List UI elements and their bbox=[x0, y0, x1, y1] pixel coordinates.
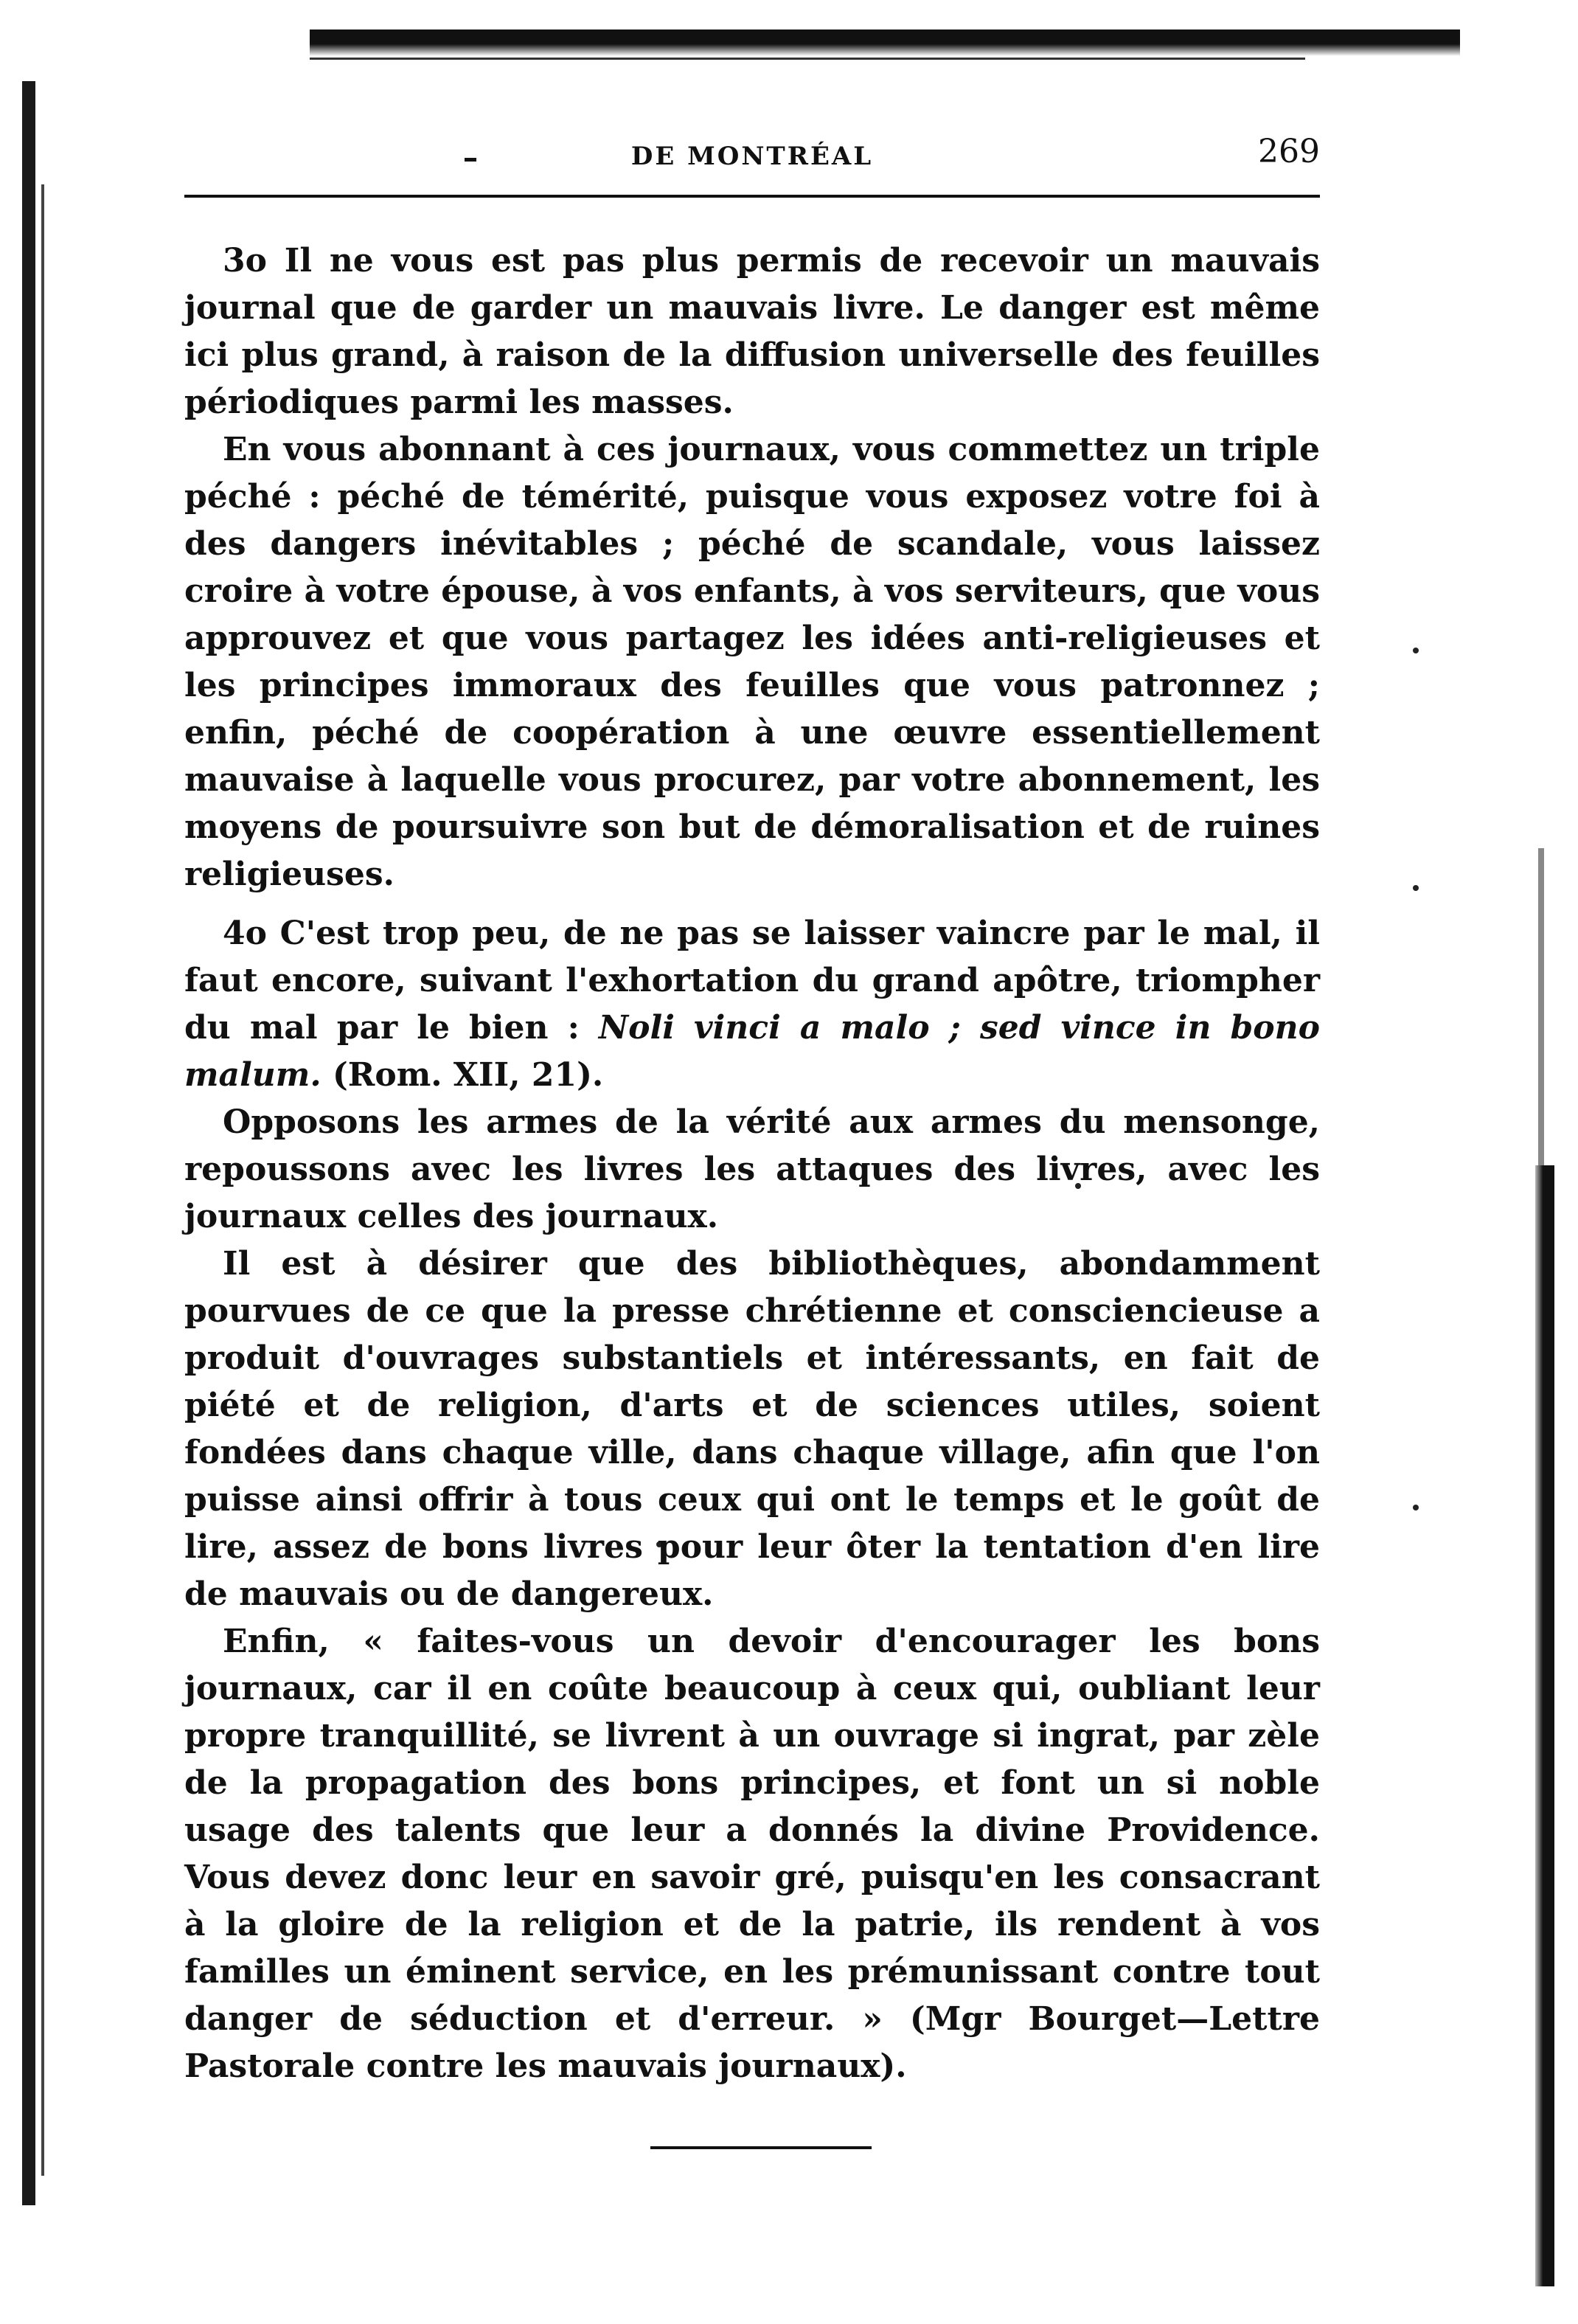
scan-right-edge bbox=[1538, 848, 1544, 1165]
paragraph-1: 3o Il ne vous est pas plus permis de recevoir un mauvais journal que de garder un mauvais livre. Le danger est même ici plus grand, à raison de la diffusion universelle des feuilles périodiques parmi les masses. bbox=[184, 242, 1320, 421]
paragraph-3-text: 4o C'est trop peu, de ne pas se laisser vaincre par le mal, il faut encore, suivant l'exhortation du grand apôtre, triompher du mal par le bien : bbox=[184, 915, 1320, 1047]
paragraph-6: Enfin, « faites-vous un devoir d'encourager les bons journaux, car il en coûte beaucoup à ceux qui, oubliant leur propre tranquillité, se livrent à un ouvrage si ingrat, par zèle de la propagation des bons principes, et font un si noble usage des talents que leur a donnés la divine Providence. Vous devez donc leur en savoir gré, puisqu'en les consacrant à la gloire de la religion et de la patrie, ils rendent à vos familles un éminent service, en les prémunissant contre tout danger de séduction et d'erreur. » (Mgr Bourget—Lettre Pastorale contre les mauvais journaux). bbox=[184, 1623, 1320, 2085]
paragraph-4: Opposons les armes de la vérité aux armes du mensonge, repoussons avec les livres les attaques des livres, avec les journaux celles des journaux. bbox=[184, 1103, 1320, 1235]
scan-speck bbox=[1413, 648, 1419, 653]
scan-top-line bbox=[310, 58, 1305, 60]
scan-left-inner-border bbox=[41, 184, 44, 2176]
latin-quotation: Noli vinci a malo ; sed vince in bono malum. bbox=[184, 1009, 1320, 1094]
scan-top-border bbox=[310, 30, 1460, 56]
scan-right-border bbox=[1535, 1165, 1554, 2286]
page-header bbox=[184, 133, 1320, 184]
closing-rule bbox=[650, 2146, 872, 2149]
scan-speck bbox=[1413, 1505, 1419, 1510]
scan-speck bbox=[1413, 885, 1419, 891]
scripture-reference: (Rom. XII, 21). bbox=[321, 1056, 604, 1094]
paragraph-5: Il est à désirer que des bibliothèques, abondamment pourvues de ce que la presse chrétienne et consciencieuse a produit d'ouvrages substantiels et intéressants, en fait de piété et de religion, d'arts et de sciences utiles, soient fondées dans chaque ville, dans chaque village, afin que l'on puisse ainsi offrir à tous ceux qui ont le temps et le goût de lire, assez de bons livres pour leur ôter la tentation d'en lire de mauvais ou de dangereux. bbox=[184, 1245, 1320, 1613]
header-rule bbox=[184, 195, 1320, 198]
paragraph-3 bbox=[184, 910, 1320, 1099]
scan-left-border bbox=[22, 81, 35, 2205]
page-body bbox=[184, 237, 1320, 2090]
paragraph-2: En vous abonnant à ces journaux, vous commettez un triple péché : péché de témérité, puisque vous exposez votre foi à des dangers inévitables ; péché de scandale, vous laissez croire à votre épouse, à vos enfants, à vos serviteurs, que vous approuvez et que vous partagez les idées anti-religieuses et les principes immoraux des feuilles que vous patronnez ; enfin, péché de coopération à une œuvre essentiellement mauvaise à laquelle vous procurez, par votre abonnement, les moyens de poursuivre son but de démoralisation et de ruines religieuses. bbox=[184, 431, 1320, 893]
page-number: 269 bbox=[1258, 133, 1320, 170]
running-head: DE MONTRÉAL bbox=[630, 142, 874, 171]
